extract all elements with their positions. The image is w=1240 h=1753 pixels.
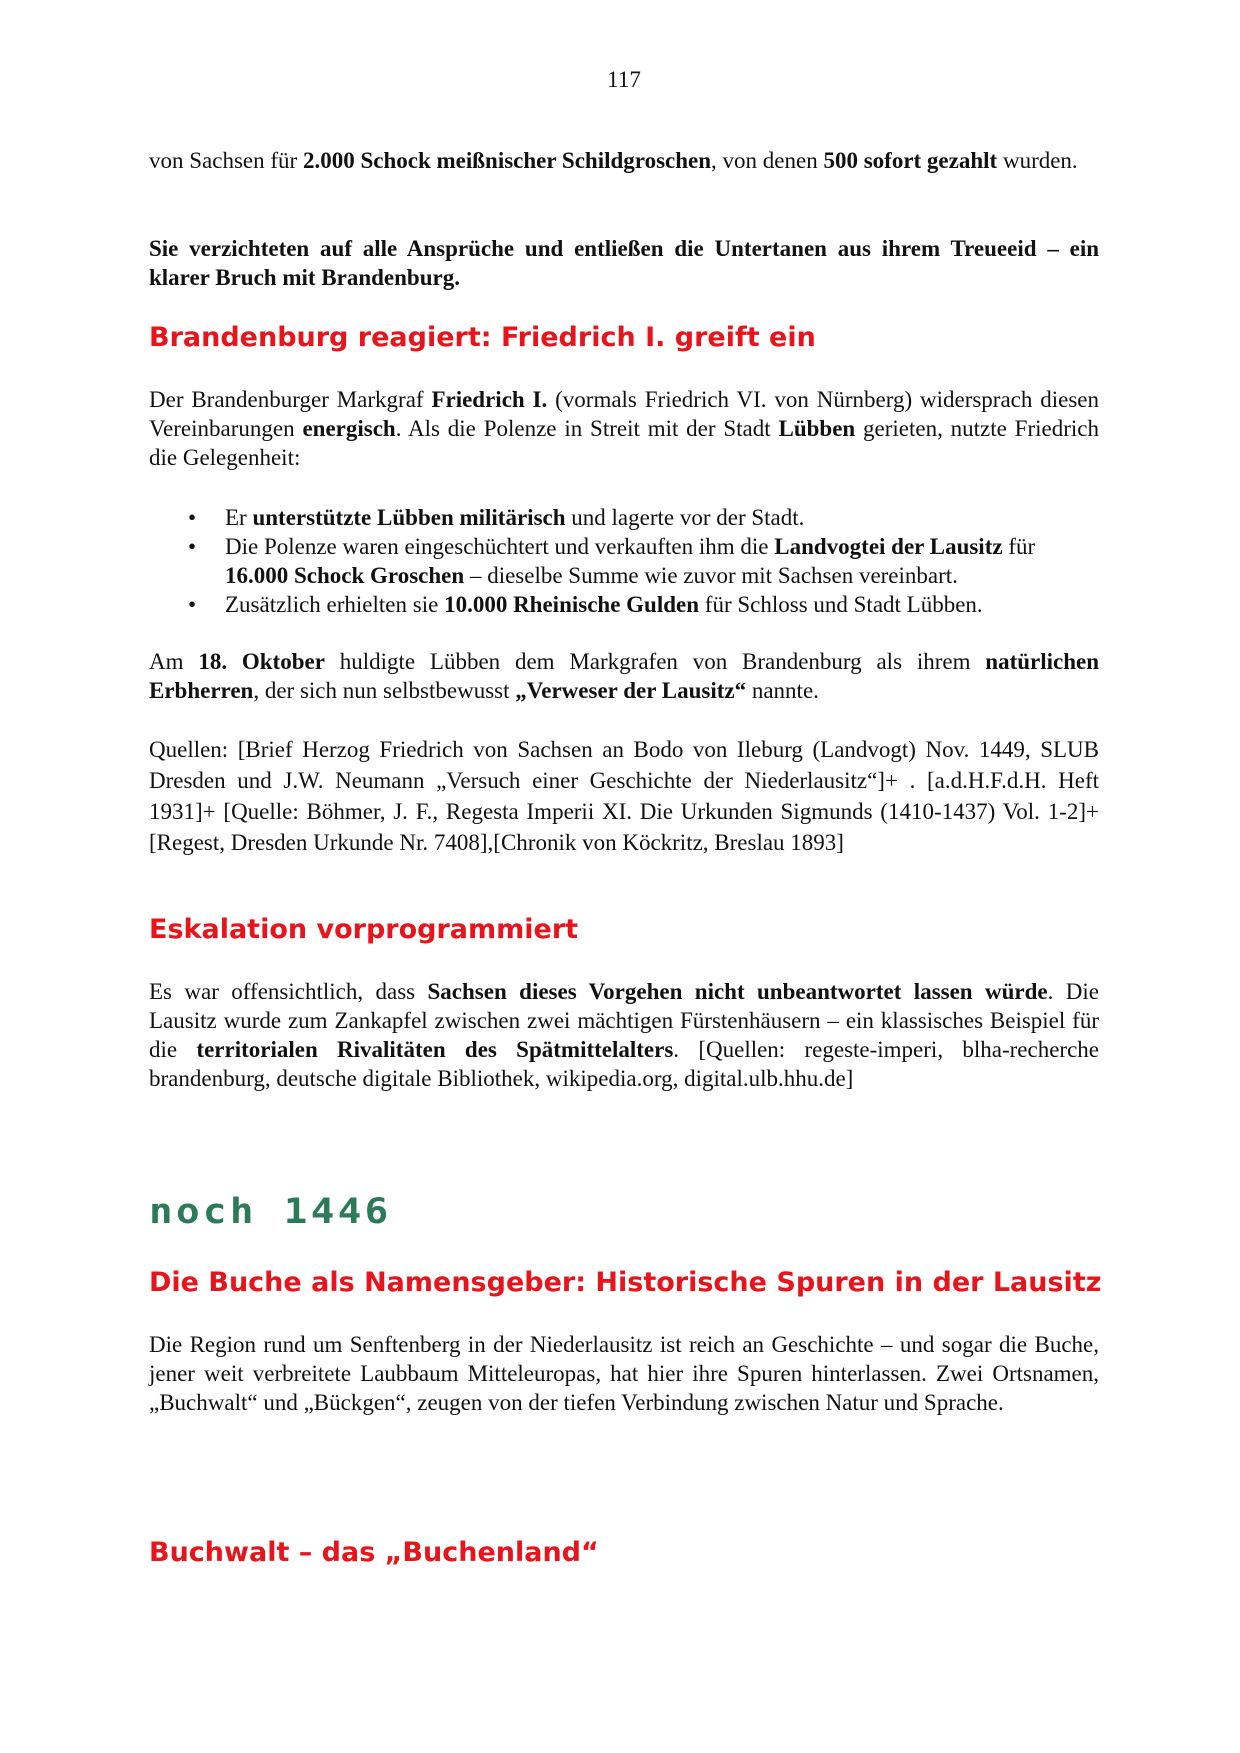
bold-text: Sachsen dieses Vorgehen nicht unbeantwortet lassen würde bbox=[427, 979, 1048, 1004]
heading-buche: Die Buche als Namensgeber: Historische Spuren in der Lausitz bbox=[149, 1267, 1102, 1298]
bold-text: Lübben bbox=[778, 416, 856, 441]
bold-text: Friedrich I. bbox=[431, 387, 548, 412]
text: . Die Lausitz wurde zum Zankapfel zwischen zwei mächtigen Fürstenhäusern – ein klassisches Beispiel für die bbox=[149, 979, 1099, 1062]
text: wurden. bbox=[997, 148, 1078, 173]
bold-text: Sie verzichteten auf alle Ansprüche und entließen die Untertanen aus ihrem Treueeid – ein klarer Bruch mit Brandenburg. bbox=[149, 236, 1099, 290]
text: und lagerte vor der Stadt. bbox=[565, 505, 805, 530]
text: . [Quellen: regeste-imperi, blha-recherche brandenburg, deutsche digitale Bibliothek, wikipedia.org, digital.ulb.hhu.de] bbox=[149, 1037, 1099, 1091]
bold-text: „Verweser der Lausitz“ bbox=[515, 678, 747, 703]
text: Es war offensichtlich, dass bbox=[149, 979, 428, 1004]
text: für Schloss und Stadt Lübben. bbox=[699, 592, 983, 617]
bullet-icon: • bbox=[187, 592, 197, 617]
bullet-icon: • bbox=[187, 534, 197, 559]
text: , der sich nun selbstbewusst bbox=[253, 678, 516, 703]
text: nannte. bbox=[746, 678, 819, 703]
heading-buchwalt: Buchwalt – das „Buchenland“ bbox=[149, 1537, 599, 1568]
paragraph-quellen: Quellen: [Brief Herzog Friedrich von Sachsen an Bodo von Ileburg (Landvogt) Nov. 1449, SLUB Dresden und J.W. Neumann „Versuch einer Geschichte der Niederlausitz“]+ . [a.d.H.F.d.H. Heft 1931]+ [Quelle: Böhmer, J. F., Regesta Imperii XI. Die Urkunden Sigmunds (1410-1437) Vol. 1-2]+ [Regest, Dresden Urkunde Nr. 7408],[Chronik von Köckritz, Breslau 1893] bbox=[149, 737, 1099, 855]
list-item bbox=[149, 532, 1099, 590]
text: von Sachsen für bbox=[149, 148, 303, 173]
text: Am bbox=[149, 649, 199, 674]
page-number: 117 bbox=[607, 67, 641, 92]
bold-text: natürlichen Erbherren bbox=[149, 649, 1100, 703]
text: , von denen bbox=[711, 148, 824, 173]
bullet-icon: • bbox=[187, 505, 197, 530]
list-item bbox=[149, 590, 1099, 619]
bold-text: unterstützte Lübben militärisch bbox=[252, 505, 566, 530]
text: – dieselbe Summe wie zuvor mit Sachsen vereinbart. bbox=[464, 563, 958, 588]
text: huldigte Lübben dem Markgrafen von Brandenburg als ihrem bbox=[324, 649, 986, 674]
text: Zusätzlich erhielten sie bbox=[225, 592, 445, 617]
list-item bbox=[149, 503, 1099, 532]
bold-text: Landvogtei der Lausitz bbox=[774, 534, 1003, 559]
bold-text: 2.000 Schock meißnischer Schildgroschen bbox=[302, 148, 712, 173]
text: Die Polenze waren eingeschüchtert und verkauften ihm die bbox=[225, 534, 775, 559]
text: gerieten, nutzte Friedrich die Gelegenheit: bbox=[149, 416, 1099, 470]
text: Der Brandenburger Markgraf bbox=[149, 387, 432, 412]
text: (vormals Friedrich VI. von Nürnberg) widersprach diesen Vereinbarungen bbox=[149, 387, 1100, 441]
bullet-list bbox=[149, 503, 1099, 619]
year-heading: noch 1446 bbox=[149, 1192, 392, 1232]
paragraph-renounce bbox=[149, 234, 1099, 292]
bold-text: 18. Oktober bbox=[198, 649, 325, 674]
bold-text: 10.000 Rheinische Gulden bbox=[444, 592, 700, 617]
text: . Als die Polenze in Streit mit der Stadt bbox=[395, 416, 779, 441]
bold-text: energisch bbox=[302, 416, 396, 441]
paragraph-buche: Die Region rund um Senftenberg in der Niederlausitz ist reich an Geschichte – und sogar die Buche, jener weit verbreitete Laubbaum Mitteleuropas, hat hier ihre Spuren hinterlassen. Zwei Ortsnamen, „Buchwalt“ und „Bückgen“, zeugen von der tiefen Verbindung zwischen Natur und Sprache. bbox=[149, 1332, 1099, 1415]
paragraph-oktober bbox=[149, 647, 1099, 705]
paragraph-intro bbox=[149, 146, 1099, 175]
bold-text: 500 sofort gezahlt bbox=[823, 148, 998, 173]
bold-text: territorialen Rivalitäten des Spätmittelalters bbox=[196, 1037, 674, 1062]
heading-brandenburg: Brandenburg reagiert: Friedrich I. greift ein bbox=[149, 322, 816, 353]
text: für bbox=[1002, 534, 1036, 559]
heading-eskalation: Eskalation vorprogrammiert bbox=[149, 914, 579, 945]
text: Er bbox=[225, 505, 253, 530]
paragraph-markgraf bbox=[149, 385, 1099, 472]
paragraph-eskalation bbox=[149, 977, 1099, 1093]
bold-text: 16.000 Schock Groschen bbox=[225, 563, 465, 588]
